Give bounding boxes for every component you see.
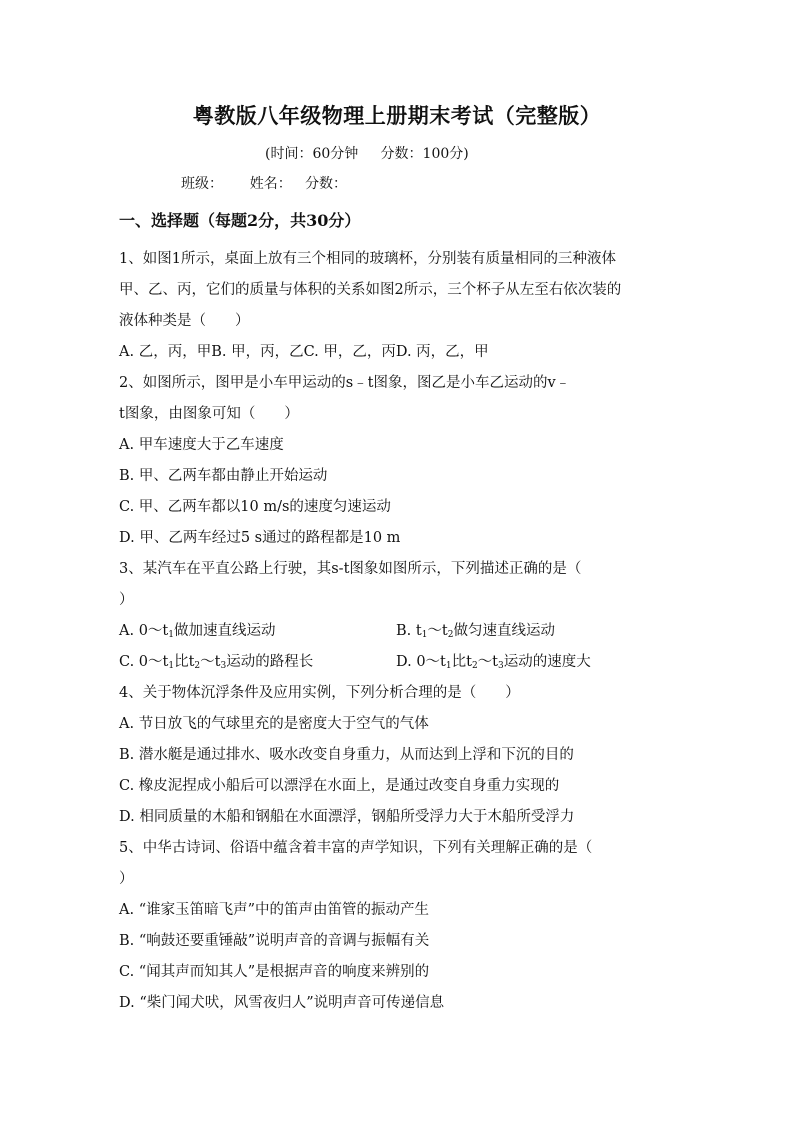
question-5	[119, 833, 679, 1019]
option-b: B. 甲、乙两车都由静止开始运动	[119, 468, 328, 484]
option-a: A. 节日放飞的气球里充的是密度大于空气的气体	[119, 716, 429, 732]
option-b: B. 潜水艇是通过排水、吸水改变自身重力，从而达到上浮和下沉的目的	[119, 747, 574, 763]
option-c: C. “闻其声而知其人”是根据声音的响度来辨别的	[119, 964, 430, 980]
option-a: A. “谁家玉笛暗飞声”中的笛声由笛管的振动产生	[119, 902, 430, 918]
option-a: A. $0\sim t_1$做加速直线运动	[119, 623, 276, 640]
question-2	[119, 368, 679, 554]
questions-body	[119, 244, 679, 1019]
exam-time: (时间：60分钟	[265, 146, 359, 162]
exam-score: 分数：100分)	[380, 146, 469, 162]
question-3	[119, 554, 679, 678]
question-text-line: 4、关于物体沉浮条件及应用实例，下列分析合理的是（ ）	[119, 685, 520, 701]
question-4	[119, 678, 679, 833]
option-b: B. $t_1\sim t_2$做匀速直线运动	[396, 623, 555, 640]
question-text-line: 2、如图所示，图甲是小车甲运动的s﹣t图象，图乙是小车乙运动的v﹣	[119, 375, 571, 391]
question-text-line: 液体种类是（ ）	[119, 313, 250, 329]
question-text-line: 1、如图1所示，桌面上放有三个相同的玻璃杯，分别装有质量相同的三种液体	[119, 251, 616, 267]
options-row-cd	[119, 647, 679, 678]
option-d: D. 甲、乙两车经过5 s通过的路程都是10 m	[119, 530, 401, 546]
question-text-line: 3、某汽车在平直公路上行驶，其s-t图象如图所示，下列描述正确的是（	[119, 561, 582, 577]
question-1	[119, 244, 679, 368]
option-c: C. 甲、乙两车都以10 m/s的速度匀速运动	[119, 499, 391, 515]
section-heading: 一、选择题（每题2分，共30分）	[119, 211, 361, 230]
question-text-line: t图象，由图象可知（ ）	[119, 406, 299, 422]
question-options-line: A. 乙，丙，甲B. 甲，丙，乙C. 甲，乙，丙D. 丙，乙，甲	[119, 344, 489, 360]
name-label: 姓名：	[249, 176, 292, 192]
option-d: D. $0\sim t_1$比$t_2\sim t_3$运动的速度大	[396, 654, 591, 671]
option-d: D. “柴门闻犬吠，风雪夜归人”说明声音可传递信息	[119, 995, 445, 1011]
student-info-line	[181, 173, 347, 193]
option-a: A. 甲车速度大于乙车速度	[119, 437, 284, 453]
score-label: 分数：	[305, 176, 348, 192]
page-title: 粤教版八年级物理上册期末考试（完整版）	[192, 103, 602, 128]
question-text-line: 甲、乙、丙，它们的质量与体积的关系如图2所示，三个杯子从左至右依次装的	[119, 282, 622, 298]
class-label: 班级：	[181, 176, 223, 192]
question-text-line: ）	[119, 592, 134, 608]
option-b: B. “响鼓还要重锤敲”说明声音的音调与振幅有关	[119, 933, 430, 949]
question-text-line: 5、中华古诗词、俗语中蕴含着丰富的声学知识，下列有关理解正确的是（	[119, 840, 593, 856]
option-d: D. 相同质量的木船和钢船在水面漂浮，钢船所受浮力大于木船所受浮力	[119, 809, 575, 825]
question-text-line: ）	[119, 871, 134, 887]
options-row-ab	[119, 616, 679, 647]
option-c: C. 橡皮泥捏成小船后可以漂浮在水面上，是通过改变自身重力实现的	[119, 778, 560, 794]
option-c: C. $0\sim t_1$比$t_2\sim t_3$运动的路程长	[119, 654, 314, 671]
exam-meta	[265, 143, 469, 163]
